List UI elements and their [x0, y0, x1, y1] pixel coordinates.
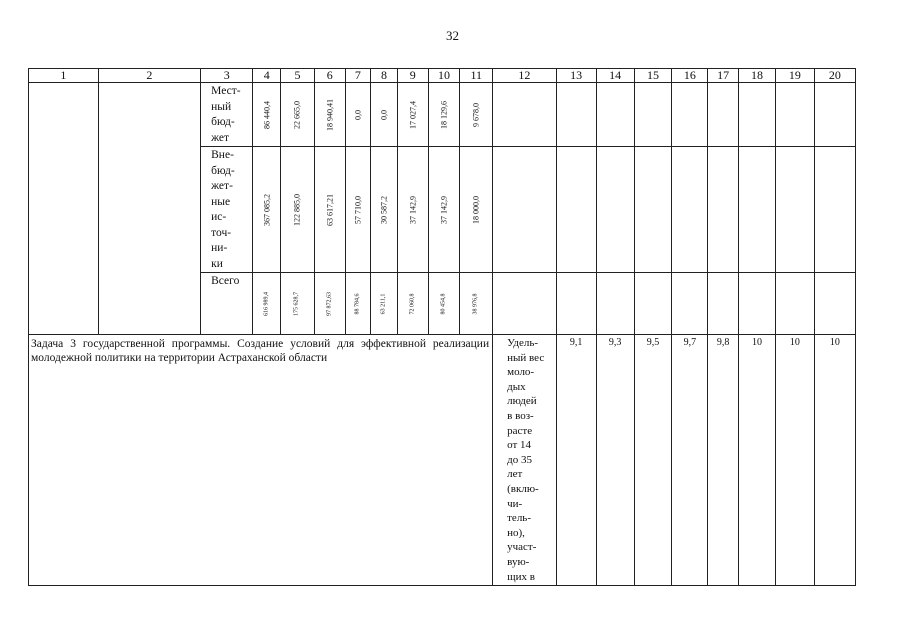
column-header: 17 [708, 69, 739, 83]
empty-cell [634, 147, 672, 273]
empty-cell [596, 83, 634, 147]
value-text: 80 454,8 [440, 293, 447, 314]
value-cell [314, 147, 345, 273]
column-header: 9 [397, 69, 428, 83]
empty-cell [98, 83, 200, 335]
funding-source-text: Всего [211, 275, 240, 287]
value-cell [460, 273, 493, 335]
task-description [29, 335, 493, 586]
value-cell [371, 273, 398, 335]
task-text: Задача 3 государственной программы. Создание условий для эффективной реализации молодежной политики на территории Астраханской области [31, 338, 490, 364]
empty-cell [556, 147, 596, 273]
value-text: 0,0 [353, 109, 363, 120]
column-header: 11 [460, 69, 493, 83]
table-row-task3 [29, 335, 856, 586]
empty-cell [775, 147, 814, 273]
indicator-value: 10 [814, 335, 855, 586]
value-text: 17 027,4 [408, 100, 418, 129]
value-text: 88 784,6 [354, 293, 361, 314]
value-text: 38 976,8 [472, 293, 479, 314]
column-header: 12 [493, 69, 557, 83]
empty-cell [556, 273, 596, 335]
indicator-text: Удель- ный вес моло- дых людей в воз- расте от 14 до 35 лет (вклю- чи- тель- но), участ- вую- щих в [507, 337, 545, 583]
value-text: 22 665,0 [292, 100, 302, 129]
value-cell [460, 147, 493, 273]
value-cell [314, 83, 345, 147]
value-text: 0,0 [379, 109, 389, 120]
indicator-value: 10 [775, 335, 814, 586]
value-text: 37 142,9 [408, 195, 418, 224]
funding-source-label [201, 273, 253, 335]
empty-cell [29, 83, 99, 335]
value-text: 57 710,0 [353, 195, 363, 224]
value-cell [281, 273, 315, 335]
empty-cell [672, 273, 708, 335]
column-header: 20 [814, 69, 855, 83]
value-cell [253, 273, 281, 335]
empty-cell [493, 273, 557, 335]
value-text: 175 628,7 [293, 291, 300, 316]
column-header: 14 [596, 69, 634, 83]
empty-cell [739, 147, 776, 273]
column-header: 10 [428, 69, 460, 83]
column-header: 4 [253, 69, 281, 83]
column-header: 5 [281, 69, 315, 83]
budget-table [28, 68, 856, 586]
empty-cell [556, 83, 596, 147]
empty-cell [634, 83, 672, 147]
column-header: 1 [29, 69, 99, 83]
empty-cell [775, 83, 814, 147]
value-text: 18 000,0 [471, 195, 481, 224]
value-cell [397, 147, 428, 273]
value-cell [345, 273, 371, 335]
indicator-value: 9,5 [634, 335, 672, 586]
value-cell [428, 273, 460, 335]
value-cell [281, 83, 315, 147]
value-cell [281, 147, 315, 273]
empty-cell [775, 273, 814, 335]
value-text: 9 678,0 [471, 102, 481, 127]
column-header: 8 [371, 69, 398, 83]
value-text: 86 440,4 [262, 100, 272, 129]
value-cell [371, 147, 398, 273]
value-cell [345, 147, 371, 273]
indicator-cell [493, 335, 557, 586]
empty-cell [672, 147, 708, 273]
table-row-local-budget [29, 83, 856, 147]
column-header: 2 [98, 69, 200, 83]
empty-cell [634, 273, 672, 335]
indicator-value: 10 [739, 335, 776, 586]
value-text: 72 060,8 [409, 293, 416, 314]
value-cell [371, 83, 398, 147]
funding-source-text: Вне- бюд- жет- ные ис- точ- ни- ки [211, 149, 235, 270]
value-text: 122 885,0 [292, 193, 302, 226]
value-cell [253, 147, 281, 273]
funding-source-label [201, 83, 253, 147]
value-text: 37 142,9 [439, 195, 449, 224]
column-header: 15 [634, 69, 672, 83]
empty-cell [596, 273, 634, 335]
column-number-row [29, 69, 856, 83]
empty-cell [596, 147, 634, 273]
value-text: 30 587,2 [379, 195, 389, 224]
empty-cell [708, 83, 739, 147]
page-number: 32 [446, 28, 459, 43]
column-header: 13 [556, 69, 596, 83]
empty-cell [814, 147, 855, 273]
value-text: 616 989,4 [263, 291, 270, 316]
empty-cell [708, 147, 739, 273]
value-cell [314, 273, 345, 335]
value-text: 18 940,41 [325, 98, 335, 131]
empty-cell [493, 83, 557, 147]
empty-cell [708, 273, 739, 335]
empty-cell [493, 147, 557, 273]
empty-cell [739, 273, 776, 335]
empty-cell [814, 83, 855, 147]
empty-cell [739, 83, 776, 147]
column-header: 19 [775, 69, 814, 83]
empty-cell [672, 83, 708, 147]
value-cell [345, 83, 371, 147]
value-text: 63 617,21 [325, 193, 335, 226]
value-cell [397, 83, 428, 147]
indicator-value: 9,3 [596, 335, 634, 586]
value-text: 97 872,63 [326, 291, 333, 316]
value-cell [428, 83, 460, 147]
value-cell [253, 83, 281, 147]
column-header: 18 [739, 69, 776, 83]
column-header: 6 [314, 69, 345, 83]
indicator-value: 9,8 [708, 335, 739, 586]
indicator-value: 9,7 [672, 335, 708, 586]
value-cell [460, 83, 493, 147]
column-header: 3 [201, 69, 253, 83]
value-cell [428, 147, 460, 273]
column-header: 16 [672, 69, 708, 83]
indicator-value: 9,1 [556, 335, 596, 586]
column-header: 7 [345, 69, 371, 83]
budget-table-sheet [28, 68, 856, 583]
value-text: 63 211,1 [380, 293, 387, 314]
funding-source-text: Мест- ный бюд- жет [211, 85, 241, 144]
value-text: 367 085,2 [262, 193, 272, 226]
value-cell [397, 273, 428, 335]
value-text: 18 129,6 [439, 100, 449, 129]
empty-cell [814, 273, 855, 335]
funding-source-label [201, 147, 253, 273]
